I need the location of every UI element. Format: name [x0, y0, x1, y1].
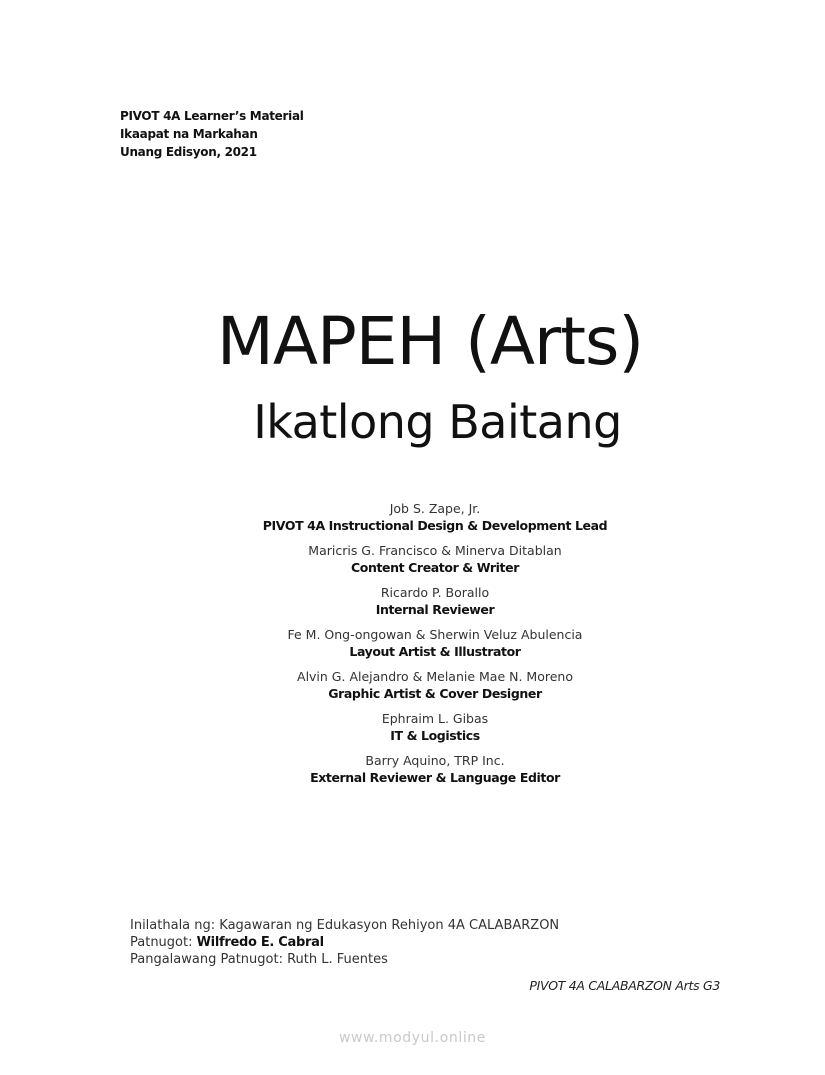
material-label: PIVOT 4A Learner’s Material [120, 109, 304, 123]
credits-list [0, 500, 825, 794]
page-title: MAPEH (Arts) [216, 303, 644, 380]
edition-label: Unang Edisyon, 2021 [120, 145, 257, 159]
credit-name: Ricardo P. Borallo [380, 585, 490, 600]
editor-name: Wilfredo E. Cabral [196, 935, 324, 950]
credit-role: IT & Logistics [390, 728, 480, 743]
credit-entry [0, 668, 825, 702]
credit-entry [0, 500, 825, 534]
credit-name: Fe M. Ong-ongowan & Sherwin Veluz Abulencia [287, 627, 583, 642]
credit-name: Barry Aquino, TRP Inc. [365, 753, 505, 768]
credit-role: PIVOT 4A Instructional Design & Development Lead [262, 518, 608, 533]
watermark: www.modyul.online [338, 1030, 486, 1046]
edition-info [120, 107, 304, 161]
editor-label: Patnugot: [130, 935, 197, 950]
credit-entry [0, 626, 825, 660]
credit-role: Content Creator & Writer [351, 560, 519, 575]
credit-role: Internal Reviewer [375, 602, 495, 617]
published-by: Inilathala ng: Kagawaran ng Edukasyon Rehiyon 4A CALABARZON [130, 918, 560, 933]
quarter-label: Ikaapat na Markahan [120, 127, 258, 141]
editor-line [130, 934, 559, 951]
credit-name: Ephraim L. Gibas [381, 711, 489, 726]
credit-name: Maricris G. Francisco & Minerva Ditablan [308, 543, 562, 558]
credit-entry [0, 710, 825, 744]
credit-entry [0, 752, 825, 786]
credit-entry [0, 542, 825, 576]
credit-name: Job S. Zape, Jr. [389, 501, 481, 516]
credit-name: Alvin G. Alejandro & Melanie Mae N. Moreno [297, 669, 573, 684]
credit-entry [0, 584, 825, 618]
grade-level-title: Ikatlong Baitang [253, 395, 622, 449]
credit-role: Graphic Artist & Cover Designer [328, 686, 542, 701]
credit-role: External Reviewer & Language Editor [310, 770, 560, 785]
assistant-editor: Pangalawang Patnugot: Ruth L. Fuentes [130, 952, 388, 967]
footer-tag: PIVOT 4A CALABARZON Arts G3 [529, 978, 720, 993]
publisher-info [130, 917, 559, 968]
credit-role: Layout Artist & Illustrator [349, 644, 521, 659]
